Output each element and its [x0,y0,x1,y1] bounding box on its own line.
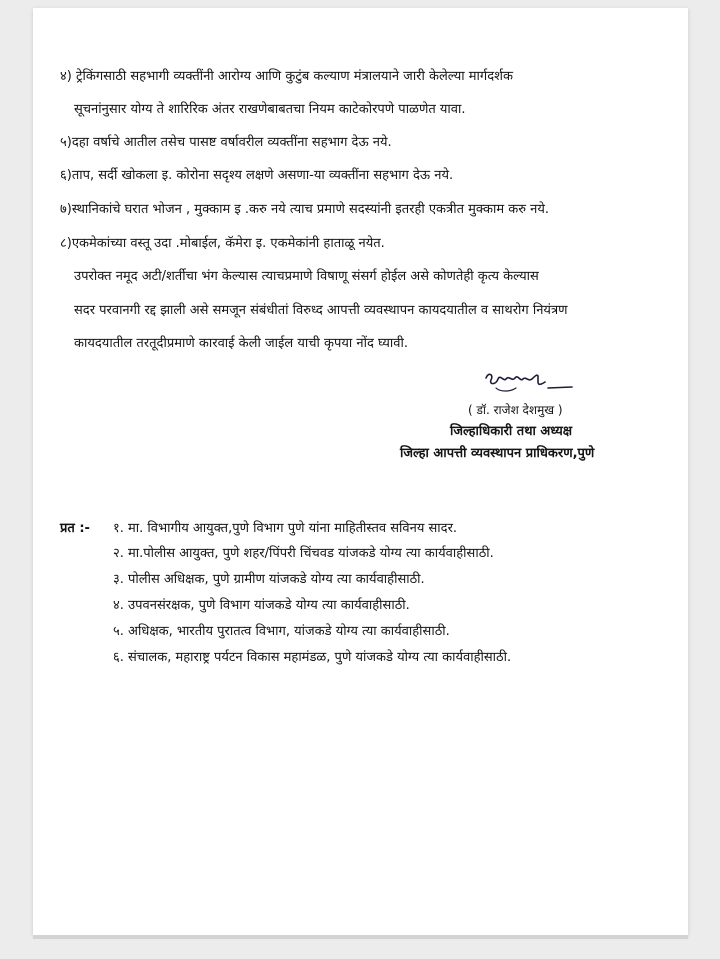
condition-7: ७)स्थानिकांचे घरात भोजन , मुक्काम इ .करु नये त्याच प्रमाणे सदस्यांनी इतरही एकत्रीत मुक्काम करु नये. [60,202,550,217]
page-bottom-edge [33,935,688,939]
copies-label: प्रत :- [60,521,90,536]
condition-5: ५)दहा वर्षाचे आतील तसेच पासष्ट वर्षावरील व्यक्तींना सहभाग देऊ नये. [60,135,392,150]
copy-item-1: १. मा. विभागीय आयुक्त,पुणे विभाग पुणे यांना माहितीस्तव सविनय सादर. [113,521,458,536]
copy-item-6: ६. संचालक, महाराष्ट्र पर्यटन विकास महामंडळ, पुणे यांजकडे योग्य त्या कार्यवाहीसाठी. [113,650,512,665]
copy-item-5: ५. अधिक्षक, भारतीय पुरातत्व विभाग, यांजकडे योग्य त्या कार्यवाहीसाठी. [113,624,450,639]
condition-4-line-2: सूचनांनुसार योग्य ते शारिरिक अंतर राखणेबाबतचा नियम काटेकोरपणे पाळणेत यावा. [74,102,466,117]
warning-line-1: उपरोक्त नमूद अटी/शर्तीचा भंग केल्यास त्याचप्रमाणे विषाणू संसर्ग होईल असे कोणतेही कृत्य केल्यास [74,269,539,284]
copy-item-4: ४. उपवनसंरक्षक, पुणे विभाग यांजकडे योग्य त्या कार्यवाहीसाठी. [113,598,410,613]
warning-line-2: सदर परवानगी रद्द झाली असे समजून संबंधीतां विरुध्द आपत्ती व्यवस्थापन कायदयातील व साथरोग नियंत्रण [74,303,568,318]
signature-scribble [482,370,578,400]
signatory-designation: जिल्हाधिकारी तथा अध्यक्ष [450,424,573,439]
warning-line-3: कायदयातील तरतूदीप्रमाणे कारवाई केली जाईल याची कृपया नोंद घ्यावी. [74,336,408,351]
copy-item-3: ३. पोलीस अधिक्षक, पुणे ग्रामीण यांजकडे योग्य त्या कार्यवाहीसाठी. [113,572,425,587]
signatory-authority: जिल्हा आपत्ती व्यवस्थापन प्राधिकरण,पुणे [400,446,595,461]
condition-6: ६)ताप, सर्दी खोकला इ. कोरोना सदृश्य लक्षणे असणा-या व्यक्तींना सहभाग देऊ नये. [60,168,454,183]
copy-item-2: २. मा.पोलीस आयुक्त, पुणे शहर/पिंपरी चिंचवड यांजकडे योग्य त्या कार्यवाहीसाठी. [113,546,494,561]
signatory-name: ( डॉ. राजेश देशमुख ) [468,403,563,417]
condition-8: ८)एकमेकांच्या वस्तू उदा .मोबाईल, कॅमेरा इ. एकमेकांनी हाताळू नयेत. [60,236,385,251]
condition-4-line-1: ४) ट्रेकिंगसाठी सहभागी व्यक्तींनी आरोग्य आणि कुटुंब कल्याण मंत्रालयाने जारी केलेल्या मार्गदर्शक [60,69,513,84]
